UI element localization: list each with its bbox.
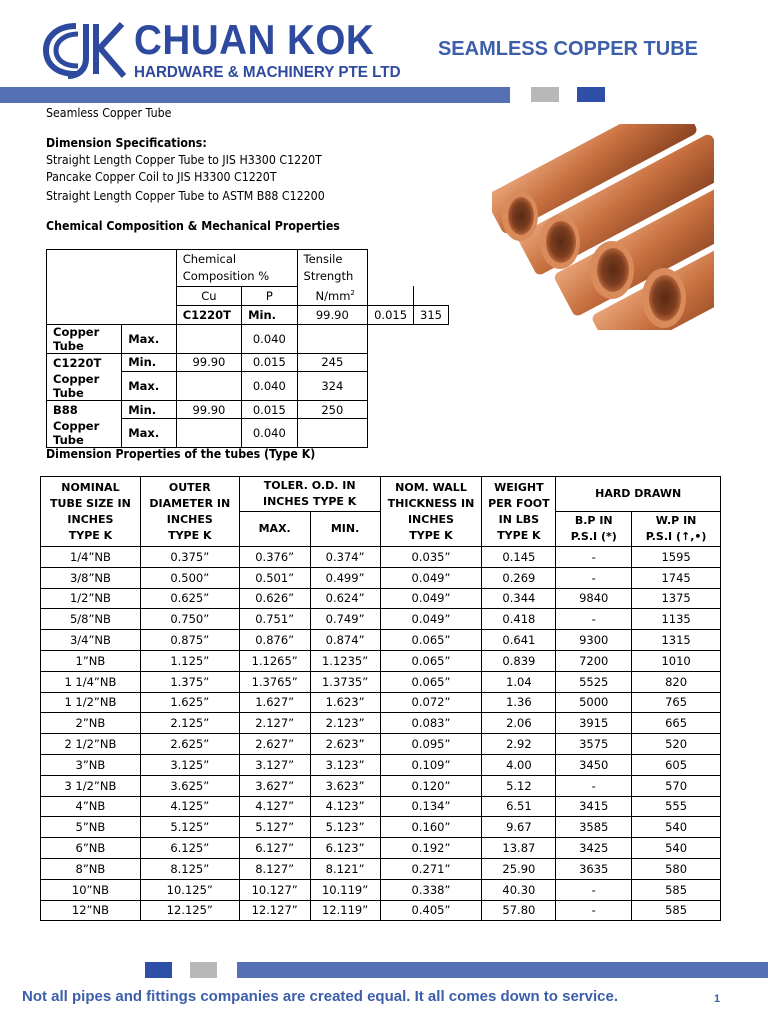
p-value: 0.040 xyxy=(242,419,297,448)
wp-value-cell: 540 xyxy=(632,817,721,838)
nominal-size-cell: 8”NB xyxy=(41,858,141,879)
page-number: 1 xyxy=(714,993,721,1005)
document-title: SEAMLESS COPPER TUBE xyxy=(437,38,698,60)
outer-diameter-cell: 1.375” xyxy=(140,671,239,692)
outer-diameter-cell: 0.875” xyxy=(140,630,239,651)
wp-value-cell: 1135 xyxy=(632,609,721,630)
bp-value-cell: - xyxy=(556,775,632,796)
outer-diameter-header xyxy=(140,477,239,547)
table-row xyxy=(41,588,721,609)
tolerance-min-cell: 6.123” xyxy=(310,838,380,859)
table-row xyxy=(47,400,449,419)
footer-grey-square xyxy=(190,962,217,978)
table-row xyxy=(41,754,721,775)
tolerance-min-cell: 2.123” xyxy=(310,713,380,734)
wall-thickness-cell: 0.338” xyxy=(380,879,482,900)
header-bar xyxy=(0,87,510,103)
tolerance-min-cell: 4.123” xyxy=(310,796,380,817)
header-line: OUTER xyxy=(168,480,211,494)
bp-value-cell: - xyxy=(556,900,632,921)
outer-diameter-cell: 12.125” xyxy=(140,900,239,921)
weight-cell: 0.344 xyxy=(482,588,556,609)
tensile-value: 315 xyxy=(414,305,449,324)
wp-value-cell: 570 xyxy=(632,775,721,796)
tolerance-max-cell: 3.627” xyxy=(239,775,310,796)
cu-value: 99.90 xyxy=(176,353,241,372)
header-blue-square xyxy=(577,87,605,102)
table-row xyxy=(41,734,721,755)
wall-thickness-cell: 0.160” xyxy=(380,817,482,838)
table-row xyxy=(41,671,721,692)
tensile-value: 324 xyxy=(297,372,368,401)
header-line: TYPE K xyxy=(409,528,453,542)
wp-value-cell: 540 xyxy=(632,838,721,859)
wp-value-cell: 1595 xyxy=(632,547,721,568)
tolerance-max-cell: 4.127” xyxy=(239,796,310,817)
tolerance-max-cell: 2.127” xyxy=(239,713,310,734)
min-header: MIN. xyxy=(310,512,380,547)
weight-cell: 2.92 xyxy=(482,734,556,755)
tolerance-max-cell: 0.626” xyxy=(239,588,310,609)
p-value: 0.040 xyxy=(242,372,297,401)
wall-thickness-cell: 0.120” xyxy=(380,775,482,796)
table-row xyxy=(41,879,721,900)
bp-value-cell: 3575 xyxy=(556,734,632,755)
weight-cell: 0.418 xyxy=(482,609,556,630)
tolerance-max-cell: 8.127” xyxy=(239,858,310,879)
wp-header xyxy=(632,512,721,547)
bp-value-cell: 5525 xyxy=(556,671,632,692)
cu-value xyxy=(176,419,241,448)
bp-value-cell: - xyxy=(556,879,632,900)
weight-cell: 25.90 xyxy=(482,858,556,879)
outer-diameter-cell: 0.375” xyxy=(140,547,239,568)
header-line: INCHES xyxy=(67,512,114,526)
tensile-label: Tensile Strength xyxy=(303,252,354,283)
tensile-unit: N/mm xyxy=(315,288,351,303)
nominal-size-cell: 3 1/2”NB xyxy=(41,775,141,796)
weight-cell: 0.269 xyxy=(482,567,556,588)
header-line: IN LBS xyxy=(498,512,540,526)
tolerance-min-cell: 0.374” xyxy=(310,547,380,568)
spec-line: Pancake Copper Coil to JIS H3300 C1220T xyxy=(46,170,277,184)
nominal-size-cell: 10”NB xyxy=(41,879,141,900)
nominal-size-cell: 3/8”NB xyxy=(41,567,141,588)
wall-thickness-header xyxy=(380,477,482,547)
dimension-table-body xyxy=(41,547,721,921)
tolerance-max-cell: 5.127” xyxy=(239,817,310,838)
wp-value-cell: 765 xyxy=(632,692,721,713)
wall-thickness-cell: 0.095” xyxy=(380,734,482,755)
weight-cell: 0.839 xyxy=(482,650,556,671)
header-line: TUBE SIZE IN xyxy=(50,496,131,510)
weight-cell: 1.04 xyxy=(482,671,556,692)
header-line: P.S.I (↑,•) xyxy=(645,530,707,543)
weight-cell: 9.67 xyxy=(482,817,556,838)
outer-diameter-cell: 0.500” xyxy=(140,567,239,588)
header-line: TYPE K xyxy=(497,528,541,542)
wall-thickness-cell: 0.109” xyxy=(380,754,482,775)
footer-bar xyxy=(237,962,768,978)
tolerance-max-cell: 0.751” xyxy=(239,609,310,630)
header-line: INCHES xyxy=(407,512,454,526)
wall-thickness-cell: 0.035” xyxy=(380,547,482,568)
bp-value-cell: 3450 xyxy=(556,754,632,775)
limit-label: Min. xyxy=(122,353,177,372)
cu-header: Cu xyxy=(176,286,241,305)
bp-value-cell: - xyxy=(556,567,632,588)
table-row xyxy=(41,567,721,588)
nominal-size-cell: 2 1/2”NB xyxy=(41,734,141,755)
header-line: PER FOOT xyxy=(488,496,550,510)
header-line: TYPE K xyxy=(68,528,113,542)
bp-value-cell: 5000 xyxy=(556,692,632,713)
wall-thickness-cell: 0.049” xyxy=(380,609,482,630)
tolerance-max-cell: 0.376” xyxy=(239,547,310,568)
table-row xyxy=(41,692,721,713)
spec-line: Straight Length Copper Tube to ASTM B88 C12200 xyxy=(46,189,325,203)
nominal-size-cell: 3”NB xyxy=(41,754,141,775)
wp-value-cell: 1745 xyxy=(632,567,721,588)
chemical-composition-table xyxy=(46,249,449,448)
table-row xyxy=(41,796,721,817)
p-value: 0.015 xyxy=(368,305,414,324)
nominal-size-cell: 1 1/4”NB xyxy=(41,671,141,692)
table-row xyxy=(41,650,721,671)
tolerance-header xyxy=(239,477,380,512)
bp-value-cell: - xyxy=(556,547,632,568)
tolerance-max-cell: 6.127” xyxy=(239,838,310,859)
wp-value-cell: 585 xyxy=(632,879,721,900)
outer-diameter-cell: 4.125” xyxy=(140,796,239,817)
nominal-size-cell: 1”NB xyxy=(41,650,141,671)
wp-value-cell: 820 xyxy=(632,671,721,692)
wall-thickness-cell: 0.065” xyxy=(380,650,482,671)
tolerance-min-cell: 0.499” xyxy=(310,567,380,588)
table-row xyxy=(41,900,721,921)
tolerance-min-cell: 0.624” xyxy=(310,588,380,609)
tolerance-min-cell: 1.3735” xyxy=(310,671,380,692)
bp-value-cell: 7200 xyxy=(556,650,632,671)
wall-thickness-cell: 0.405” xyxy=(380,900,482,921)
tolerance-max-cell: 1.3765” xyxy=(239,671,310,692)
weight-header xyxy=(482,477,556,547)
grade-name: Copper Tube xyxy=(47,372,122,401)
tolerance-min-cell: 1.1235” xyxy=(310,650,380,671)
nominal-size-cell: 4”NB xyxy=(41,796,141,817)
wall-thickness-cell: 0.072” xyxy=(380,692,482,713)
tolerance-min-cell: 3.623” xyxy=(310,775,380,796)
wp-value-cell: 520 xyxy=(632,734,721,755)
nominal-size-cell: 3/4”NB xyxy=(41,630,141,651)
outer-diameter-cell: 10.125” xyxy=(140,879,239,900)
weight-cell: 57.80 xyxy=(482,900,556,921)
weight-cell: 0.641 xyxy=(482,630,556,651)
nominal-size-cell: 1 1/2”NB xyxy=(41,692,141,713)
weight-cell: 40.30 xyxy=(482,879,556,900)
tolerance-min-cell: 12.119” xyxy=(310,900,380,921)
p-value: 0.015 xyxy=(242,400,297,419)
weight-cell: 6.51 xyxy=(482,796,556,817)
chem-composition-header: Chemical Composition % xyxy=(176,250,297,287)
wall-thickness-cell: 0.049” xyxy=(380,567,482,588)
wall-thickness-cell: 0.192” xyxy=(380,838,482,859)
table-row xyxy=(47,372,449,401)
header-line: W.P IN xyxy=(655,514,697,527)
header-line: INCHES xyxy=(166,512,213,526)
tolerance-min-cell: 5.123” xyxy=(310,817,380,838)
bp-value-cell: 9300 xyxy=(556,630,632,651)
bp-value-cell: 3585 xyxy=(556,817,632,838)
table-row xyxy=(47,324,449,353)
table-row xyxy=(41,547,721,568)
nominal-size-cell: 6”NB xyxy=(41,838,141,859)
nominal-size-cell: 1/4”NB xyxy=(41,547,141,568)
header-line: P.S.I (*) xyxy=(570,530,617,543)
tolerance-max-cell: 2.627” xyxy=(239,734,310,755)
cu-value xyxy=(176,372,241,401)
table-row xyxy=(41,713,721,734)
limit-label: Max. xyxy=(122,372,177,401)
header-grey-square xyxy=(531,87,559,102)
tolerance-min-cell: 2.623” xyxy=(310,734,380,755)
grade-name: C1220T xyxy=(47,353,122,372)
wp-value-cell: 585 xyxy=(632,900,721,921)
wp-value-cell: 580 xyxy=(632,858,721,879)
spec-heading: Dimension Specifications: xyxy=(46,136,207,150)
p-header: P xyxy=(242,286,297,305)
weight-cell: 4.00 xyxy=(482,754,556,775)
outer-diameter-cell: 3.625” xyxy=(140,775,239,796)
tolerance-max-cell: 1.627” xyxy=(239,692,310,713)
grade-name: B88 xyxy=(47,400,122,419)
nominal-size-cell: 5”NB xyxy=(41,817,141,838)
weight-cell: 13.87 xyxy=(482,838,556,859)
table-row xyxy=(47,419,449,448)
company-logo xyxy=(42,14,401,86)
limit-label: Max. xyxy=(122,419,177,448)
grade-name: C1220T xyxy=(176,305,241,324)
weight-cell: 1.36 xyxy=(482,692,556,713)
outer-diameter-cell: 2.625” xyxy=(140,734,239,755)
header-line: INCHES TYPE K xyxy=(263,495,357,508)
tensile-header xyxy=(297,250,368,306)
tensile-unit-exp: 2 xyxy=(350,289,355,297)
bp-value-cell: 9840 xyxy=(556,588,632,609)
wp-value-cell: 665 xyxy=(632,713,721,734)
table-row xyxy=(41,630,721,651)
tolerance-min-cell: 8.121” xyxy=(310,858,380,879)
outer-diameter-cell: 1.125” xyxy=(140,650,239,671)
wall-thickness-cell: 0.049” xyxy=(380,588,482,609)
bp-value-cell: 3425 xyxy=(556,838,632,859)
cu-value xyxy=(176,324,241,353)
nominal-size-cell: 5/8”NB xyxy=(41,609,141,630)
header-line: B.P IN xyxy=(574,514,613,527)
header-line: NOMINAL xyxy=(61,480,120,494)
header-line: WEIGHT xyxy=(494,480,544,494)
wp-value-cell: 1375 xyxy=(632,588,721,609)
max-header: MAX. xyxy=(239,512,310,547)
header-line: TOLER. O.D. IN xyxy=(263,479,356,492)
outer-diameter-cell: 5.125” xyxy=(140,817,239,838)
footer-blue-square xyxy=(145,962,172,978)
tolerance-min-cell: 10.119” xyxy=(310,879,380,900)
limit-label: Min. xyxy=(122,400,177,419)
spec-line: Straight Length Copper Tube to JIS H3300 C1220T xyxy=(46,153,322,167)
copper-tubes-photo-icon xyxy=(492,124,714,330)
bp-value-cell: 3415 xyxy=(556,796,632,817)
tensile-header-cell xyxy=(368,286,414,305)
tolerance-max-cell: 0.876” xyxy=(239,630,310,651)
grade-name: Copper Tube xyxy=(47,324,122,353)
wall-thickness-cell: 0.065” xyxy=(380,630,482,651)
header-line: TYPE K xyxy=(168,528,212,542)
wp-value-cell: 1315 xyxy=(632,630,721,651)
cu-value: 99.90 xyxy=(297,305,368,324)
nominal-size-cell: 12”NB xyxy=(41,900,141,921)
company-subtitle: HARDWARE & MACHINERY PTE LTD xyxy=(134,64,401,81)
tolerance-min-cell: 3.123” xyxy=(310,754,380,775)
outer-diameter-cell: 0.625” xyxy=(140,588,239,609)
outer-diameter-cell: 0.750” xyxy=(140,609,239,630)
tensile-value xyxy=(297,419,368,448)
outer-diameter-cell: 3.125” xyxy=(140,754,239,775)
outer-diameter-cell: 8.125” xyxy=(140,858,239,879)
wp-value-cell: 555 xyxy=(632,796,721,817)
table-row xyxy=(41,858,721,879)
wp-value-cell: 605 xyxy=(632,754,721,775)
tolerance-max-cell: 0.501” xyxy=(239,567,310,588)
outer-diameter-cell: 6.125” xyxy=(140,838,239,859)
tolerance-max-cell: 1.1265” xyxy=(239,650,310,671)
weight-cell: 5.12 xyxy=(482,775,556,796)
chem-heading: Chemical Composition & Mechanical Properties xyxy=(46,219,340,233)
cu-value: 99.90 xyxy=(176,400,241,419)
table-row xyxy=(41,817,721,838)
tolerance-max-cell: 12.127” xyxy=(239,900,310,921)
dimension-heading: Dimension Properties of the tubes (Type K) xyxy=(46,447,316,461)
dimension-table xyxy=(40,476,721,921)
tolerance-max-cell: 3.127” xyxy=(239,754,310,775)
wall-thickness-cell: 0.065” xyxy=(380,671,482,692)
grade-name: Copper Tube xyxy=(47,419,122,448)
bp-header xyxy=(556,512,632,547)
p-value: 0.040 xyxy=(242,324,297,353)
header-line: THICKNESS IN xyxy=(387,496,475,510)
nominal-size-header xyxy=(41,477,141,547)
table-row xyxy=(41,609,721,630)
weight-cell: 2.06 xyxy=(482,713,556,734)
limit-label: Max. xyxy=(122,324,177,353)
tensile-value: 245 xyxy=(297,353,368,372)
tensile-value xyxy=(297,324,368,353)
company-name: CHUAN KOK xyxy=(134,16,375,63)
wall-thickness-cell: 0.271” xyxy=(380,858,482,879)
bp-value-cell: - xyxy=(556,609,632,630)
table-corner xyxy=(47,250,177,325)
p-value: 0.015 xyxy=(242,353,297,372)
tolerance-max-cell: 10.127” xyxy=(239,879,310,900)
header-line: DIAMETER IN xyxy=(149,496,231,510)
limit-label: Min. xyxy=(242,305,297,324)
nominal-size-cell: 2”NB xyxy=(41,713,141,734)
table-row xyxy=(41,838,721,859)
wp-value-cell: 1010 xyxy=(632,650,721,671)
header-line: NOM. WALL xyxy=(395,480,467,494)
tolerance-min-cell: 1.623” xyxy=(310,692,380,713)
weight-cell: 0.145 xyxy=(482,547,556,568)
footer-slogan: Not all pipes and fittings companies are created equal. It all comes down to service. xyxy=(22,988,619,1005)
nominal-size-cell: 1/2”NB xyxy=(41,588,141,609)
tolerance-min-cell: 0.749” xyxy=(310,609,380,630)
hard-drawn-header: HARD DRAWN xyxy=(556,477,721,512)
tensile-value: 250 xyxy=(297,400,368,419)
tolerance-min-cell: 0.874” xyxy=(310,630,380,651)
bp-value-cell: 3915 xyxy=(556,713,632,734)
table-row xyxy=(47,353,449,372)
table-row xyxy=(41,775,721,796)
bp-value-cell: 3635 xyxy=(556,858,632,879)
wall-thickness-cell: 0.083” xyxy=(380,713,482,734)
outer-diameter-cell: 2.125” xyxy=(140,713,239,734)
wall-thickness-cell: 0.134” xyxy=(380,796,482,817)
outer-diameter-cell: 1.625” xyxy=(140,692,239,713)
ck-logo-mark-icon xyxy=(42,18,126,80)
product-name: Seamless Copper Tube xyxy=(46,106,172,120)
